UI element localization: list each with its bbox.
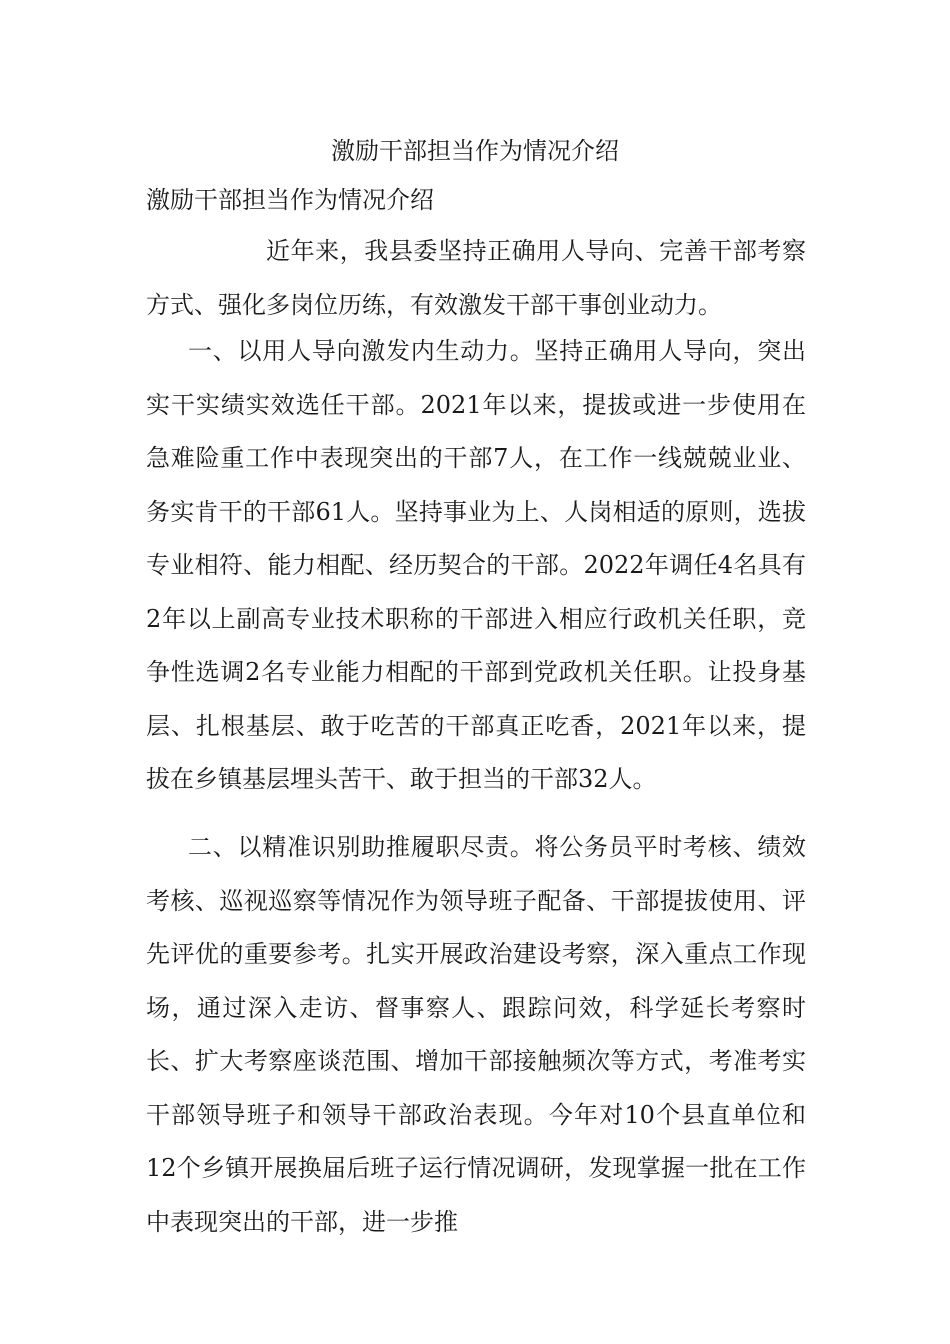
document-title: 激励干部担当作为情况介绍	[331, 137, 619, 165]
intro-paragraph: 近年来，我县委坚持正确用人导向、完善干部考察方式、强化多岗位历练，有效激发干部干事创业动力。	[146, 237, 806, 319]
section-two-paragraph: 二、以精准识别助推履职尽责。将公务员平时考核、绩效考核、巡视巡察等情况作为领导班子配备、干部提拔使用、评先评优的重要参考。扎实开展政治建设考察，深入重点工作现场，通过深入走访、督事察人、跟踪问效，科学延长考察时长、扩大考察座谈范围、增加干部接触频次等方式，考准考实干部领导班子和领导干部政治表现。今年对10个县直单位和12个乡镇开展换届后班子运行情况调研，发现掌握一批在工作中表现突出的干部，进一步推	[146, 833, 806, 1236]
document-subtitle: 激励干部担当作为情况介绍	[146, 186, 434, 214]
section-one-paragraph: 一、以用人导向激发内生动力。坚持正确用人导向，突出实干实绩实效选任干部。2021年以来，提拔或进一步使用在急难险重工作中表现突出的干部7人，在工作一线兢兢业业、务实肯干的干部61人。坚持事业为上、人岗相适的原则，选拔专业相符、能力相配、经历契合的干部。2022年调任4名具有2年以上副高专业技术职称的干部进入相应行政机关任职，竞争性选调2名专业能力相配的干部到党政机关任职。让投身基层、扎根基层、敢于吃苦的干部真正吃香，2021年以来，提拔在乡镇基层埋头苦干、敢于担当的干部32人。	[146, 337, 806, 793]
